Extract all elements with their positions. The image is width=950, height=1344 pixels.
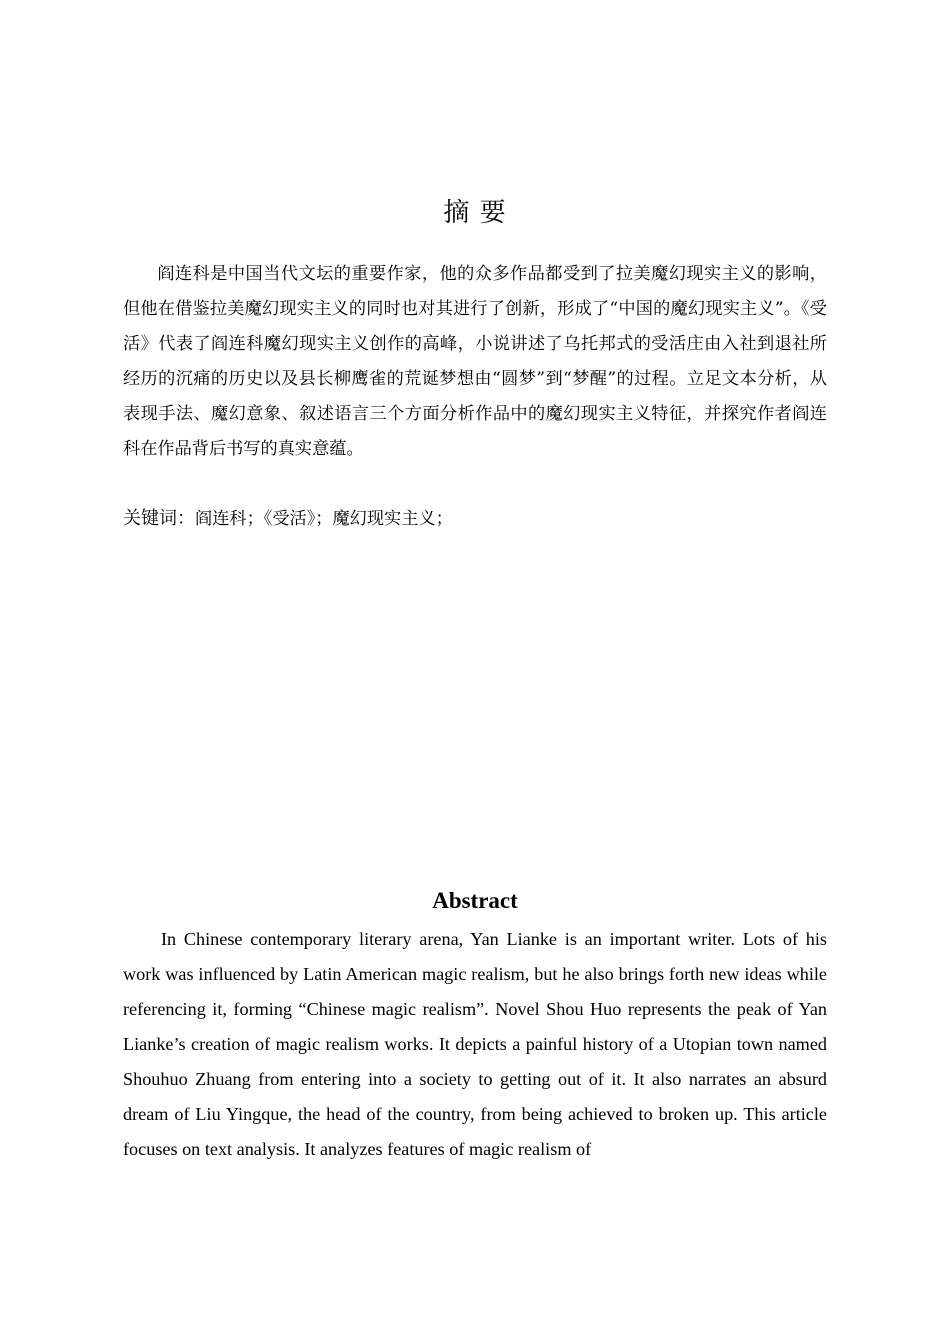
keywords-values: 阎连科；《受活》；魔幻现实主义； [195,509,453,529]
chinese-keywords-line [123,505,827,533]
english-abstract-body: In Chinese contemporary literary arena, Yan Lianke is an important writer. Lots of his work was influenced by Latin American magic realism, but he also brings forth new ideas while referencing it, forming “Chinese magic realism”. Novel Shou Huo represents the peak of Yan Lianke’s creation of magic realism works. It depicts a painful history of a Utopian town named Shouhuo Zhuang from entering into a society to getting out of it. It also narrates an absurd dream of Liu Yingque, the head of the country, from being achieved to broken up. This article focuses on text analysis. It analyzes features of magic realism of [123,929,827,1159]
keywords-label: 关键词： [123,508,195,529]
chinese-abstract-body: 阎连科是中国当代文坛的重要作家，他的众多作品都受到了拉美魔幻现实主义的影响，但他在借鉴拉美魔幻现实主义的同时也对其进行了创新，形成了“中国的魔幻现实主义”。《受活》代表了阎连科魔幻现实主义创作的高峰，小说讲述了乌托邦式的受活庄由入社到退社所经历的沉痛的历史以及县长柳鹰雀的荒诞梦想由“圆梦”到“梦醒”的过程。立足文本分析，从表现手法、魔幻意象、叙述语言三个方面分析作品中的魔幻现实主义特征，并探究作者阎连科在作品背后书写的真实意蕴。 [123,264,827,459]
english-abstract-title: Abstract [432,888,518,913]
chinese-abstract-title: 摘 要 [443,198,507,228]
